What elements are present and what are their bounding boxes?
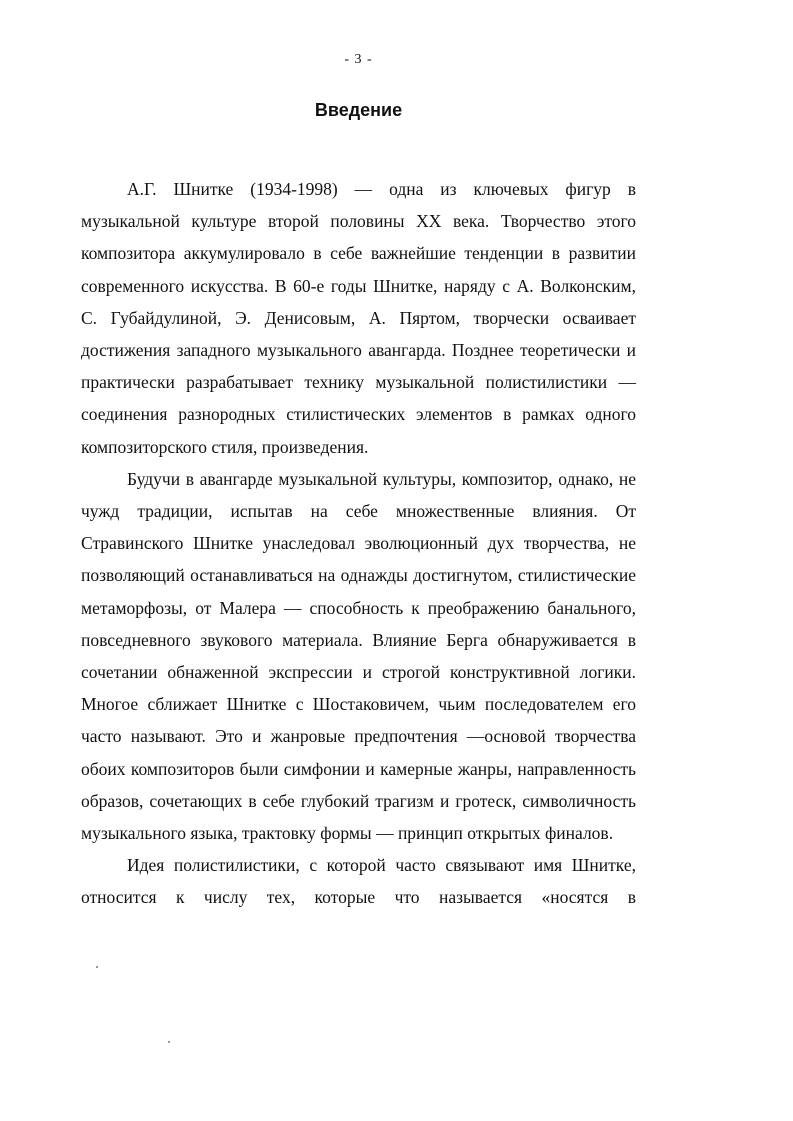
paragraph-2: Будучи в авангарде музыкальной культуры, композитор, однако, не чужд традиции, испытав на себе множественные влияния. От Стравинского Шнитке унаследовал эволюционный дух творчества, не позволяющий останавливаться на однажды достигнутом, стилистические метаморфозы, от Малера — способность к преображению банального, повседневного звукового материала. Влияние Берга обнаруживается в сочетании обнаженной экспрессии и строгой конструктивной логики. Многое сближает Шнитке с Шостаковичем, чьим последователем его часто называют. Это и жанровые предпочтения —основой творчества обоих композиторов были симфонии и камерные жанры, направленность образов, сочетающих в себе глубокий трагизм и гротеск, символичность музыкального языка, трактовку формы — принцип открытых финалов.: [81, 468, 636, 844]
body-text: [81, 173, 636, 914]
paragraph-1: А.Г. Шнитке (1934-1998) — одна из ключевых фигур в музыкальной культуре второй половины XX века. Творчество этого композитора аккумулировало в себе важнейшие тенденции в развитии современного искусства. В 60-е годы Шнитке, наряду с А. Волконским, С. Губайдулиной, Э. Денисовым, А. Пяртом, творчески осваивает достижения западного музыкального авангарда. Позднее теоретически и практически разрабатывает технику музыкальной полистилистики — соединения разнородных стилистических элементов в рамках одного композиторского стиля, произведения.: [81, 179, 636, 457]
scan-speck: [96, 966, 98, 968]
scan-speck: [168, 1041, 170, 1043]
page-number: - 3 -: [344, 52, 373, 67]
paragraph-3: Идея полистилистики, с которой часто связывают имя Шнитке, относится к числу тех, которые что называется «носятся в: [81, 855, 636, 908]
section-title: Введение: [314, 100, 403, 120]
